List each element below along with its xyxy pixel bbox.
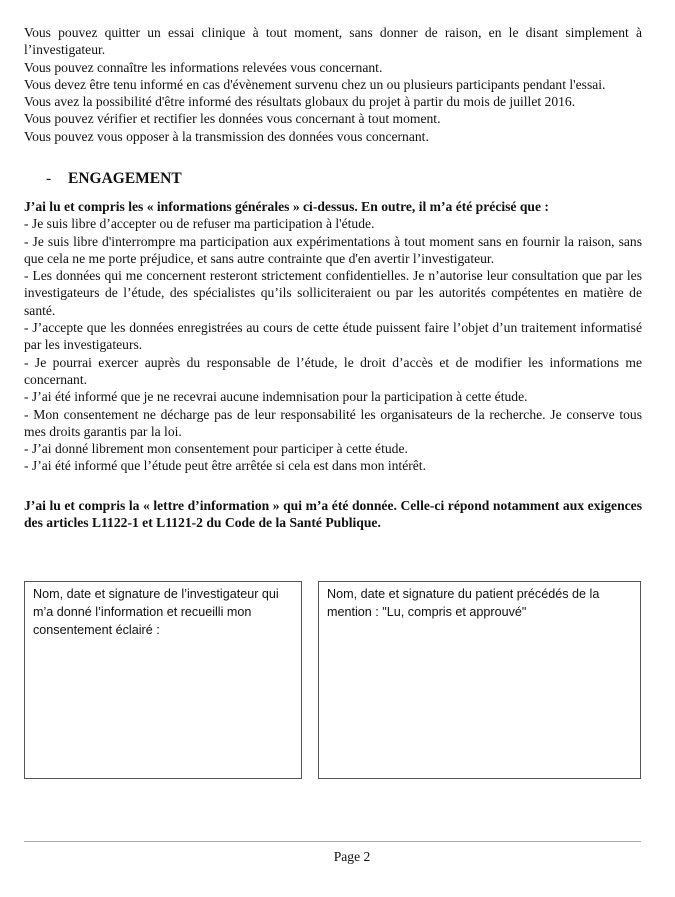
section-heading — [46, 170, 182, 188]
patient-signature-box[interactable] — [318, 581, 641, 779]
investigator-signature-box[interactable] — [24, 581, 302, 779]
right-know-data: Vous pouvez connaître les informations relevées vous concernant. — [24, 59, 383, 75]
list-item: - J’accepte que les données enregistrées au cours de cette étude puissent faire l’objet d’un traitement informatisé par les investigateurs. — [24, 320, 642, 353]
closing-text: J’ai lu et compris la « lettre d’information » qui m’a été donnée. Celle-ci répond notamment aux exigences des articles L1122-1 et L1121-2 du Code de la Santé Publique. — [24, 498, 642, 531]
list-item: - Les données qui me concernent resteront strictement confidentielles. Je n’autorise leur consultation que par les investigateurs de l’étude, des spécialistes qu’ils solliciteraient ou par les autorités compétentes en matière de santé. — [24, 268, 642, 318]
list-item: - Je suis libre d’accepter ou de refuser ma participation à l'étude. — [24, 216, 375, 232]
list-item: - Je suis libre d'interrompre ma participation aux expérimentations à tout moment sans en fournir la raison, sans que cela ne me porte préjudice, et sans autre contrainte que d'en avertir l’investigateur. — [24, 233, 642, 266]
list-item: - J’ai donné librement mon consentement pour participer à cette étude. — [24, 441, 408, 457]
participant-rights — [24, 24, 642, 145]
engagement-intro: J’ai lu et compris les « informations générales » ci-dessus. En outre, il m’a été précisé que : — [24, 199, 549, 214]
investigator-signature-label: Nom, date et signature de l’investigateur qui m’a donné l’information et recueilli mon consentement éclairé : — [33, 587, 279, 637]
section-dash: - — [46, 170, 52, 187]
right-global-results: Vous avez la possibilité d'être informé des résultats globaux du projet à partir du mois de juillet 2016. — [24, 94, 576, 110]
list-item: - Mon consentement ne décharge pas de leur responsabilité les organisateurs de la recherche. Je conserve tous mes droits garantis par la loi. — [24, 406, 642, 439]
page-number: Page 2 — [333, 849, 371, 864]
list-item: - Je pourrai exercer auprès du responsable de l’étude, le droit d’accès et de modifier les informations me concernant. — [24, 354, 642, 387]
patient-signature-label: Nom, date et signature du patient précédés de la mention : "Lu, compris et approuvé" — [327, 587, 600, 619]
list-item: - J’ai été informé que je ne recevrai aucune indemnisation pour la participation à cette étude. — [24, 389, 528, 405]
right-withdraw: Vous pouvez quitter un essai clinique à tout moment, sans donner de raison, en le disant simplement à l’investigateur. — [24, 25, 642, 58]
right-oppose: Vous pouvez vous opposer à la transmission des données vous concernant. — [24, 128, 429, 144]
right-informed-events: Vous devez être tenu informé en cas d'évènement survenu chez un ou plusieurs participants pendant l'essai. — [24, 76, 606, 92]
footer-divider — [24, 841, 641, 842]
section-title: ENGAGEMENT — [68, 170, 182, 187]
engagement-list — [24, 198, 642, 475]
list-item: - J’ai été informé que l’étude peut être arrêtée si cela est dans mon intérêt. — [24, 458, 426, 474]
right-rectify: Vous pouvez vérifier et rectifier les données vous concernant à tout moment. — [24, 111, 441, 127]
closing-statement — [24, 497, 642, 532]
